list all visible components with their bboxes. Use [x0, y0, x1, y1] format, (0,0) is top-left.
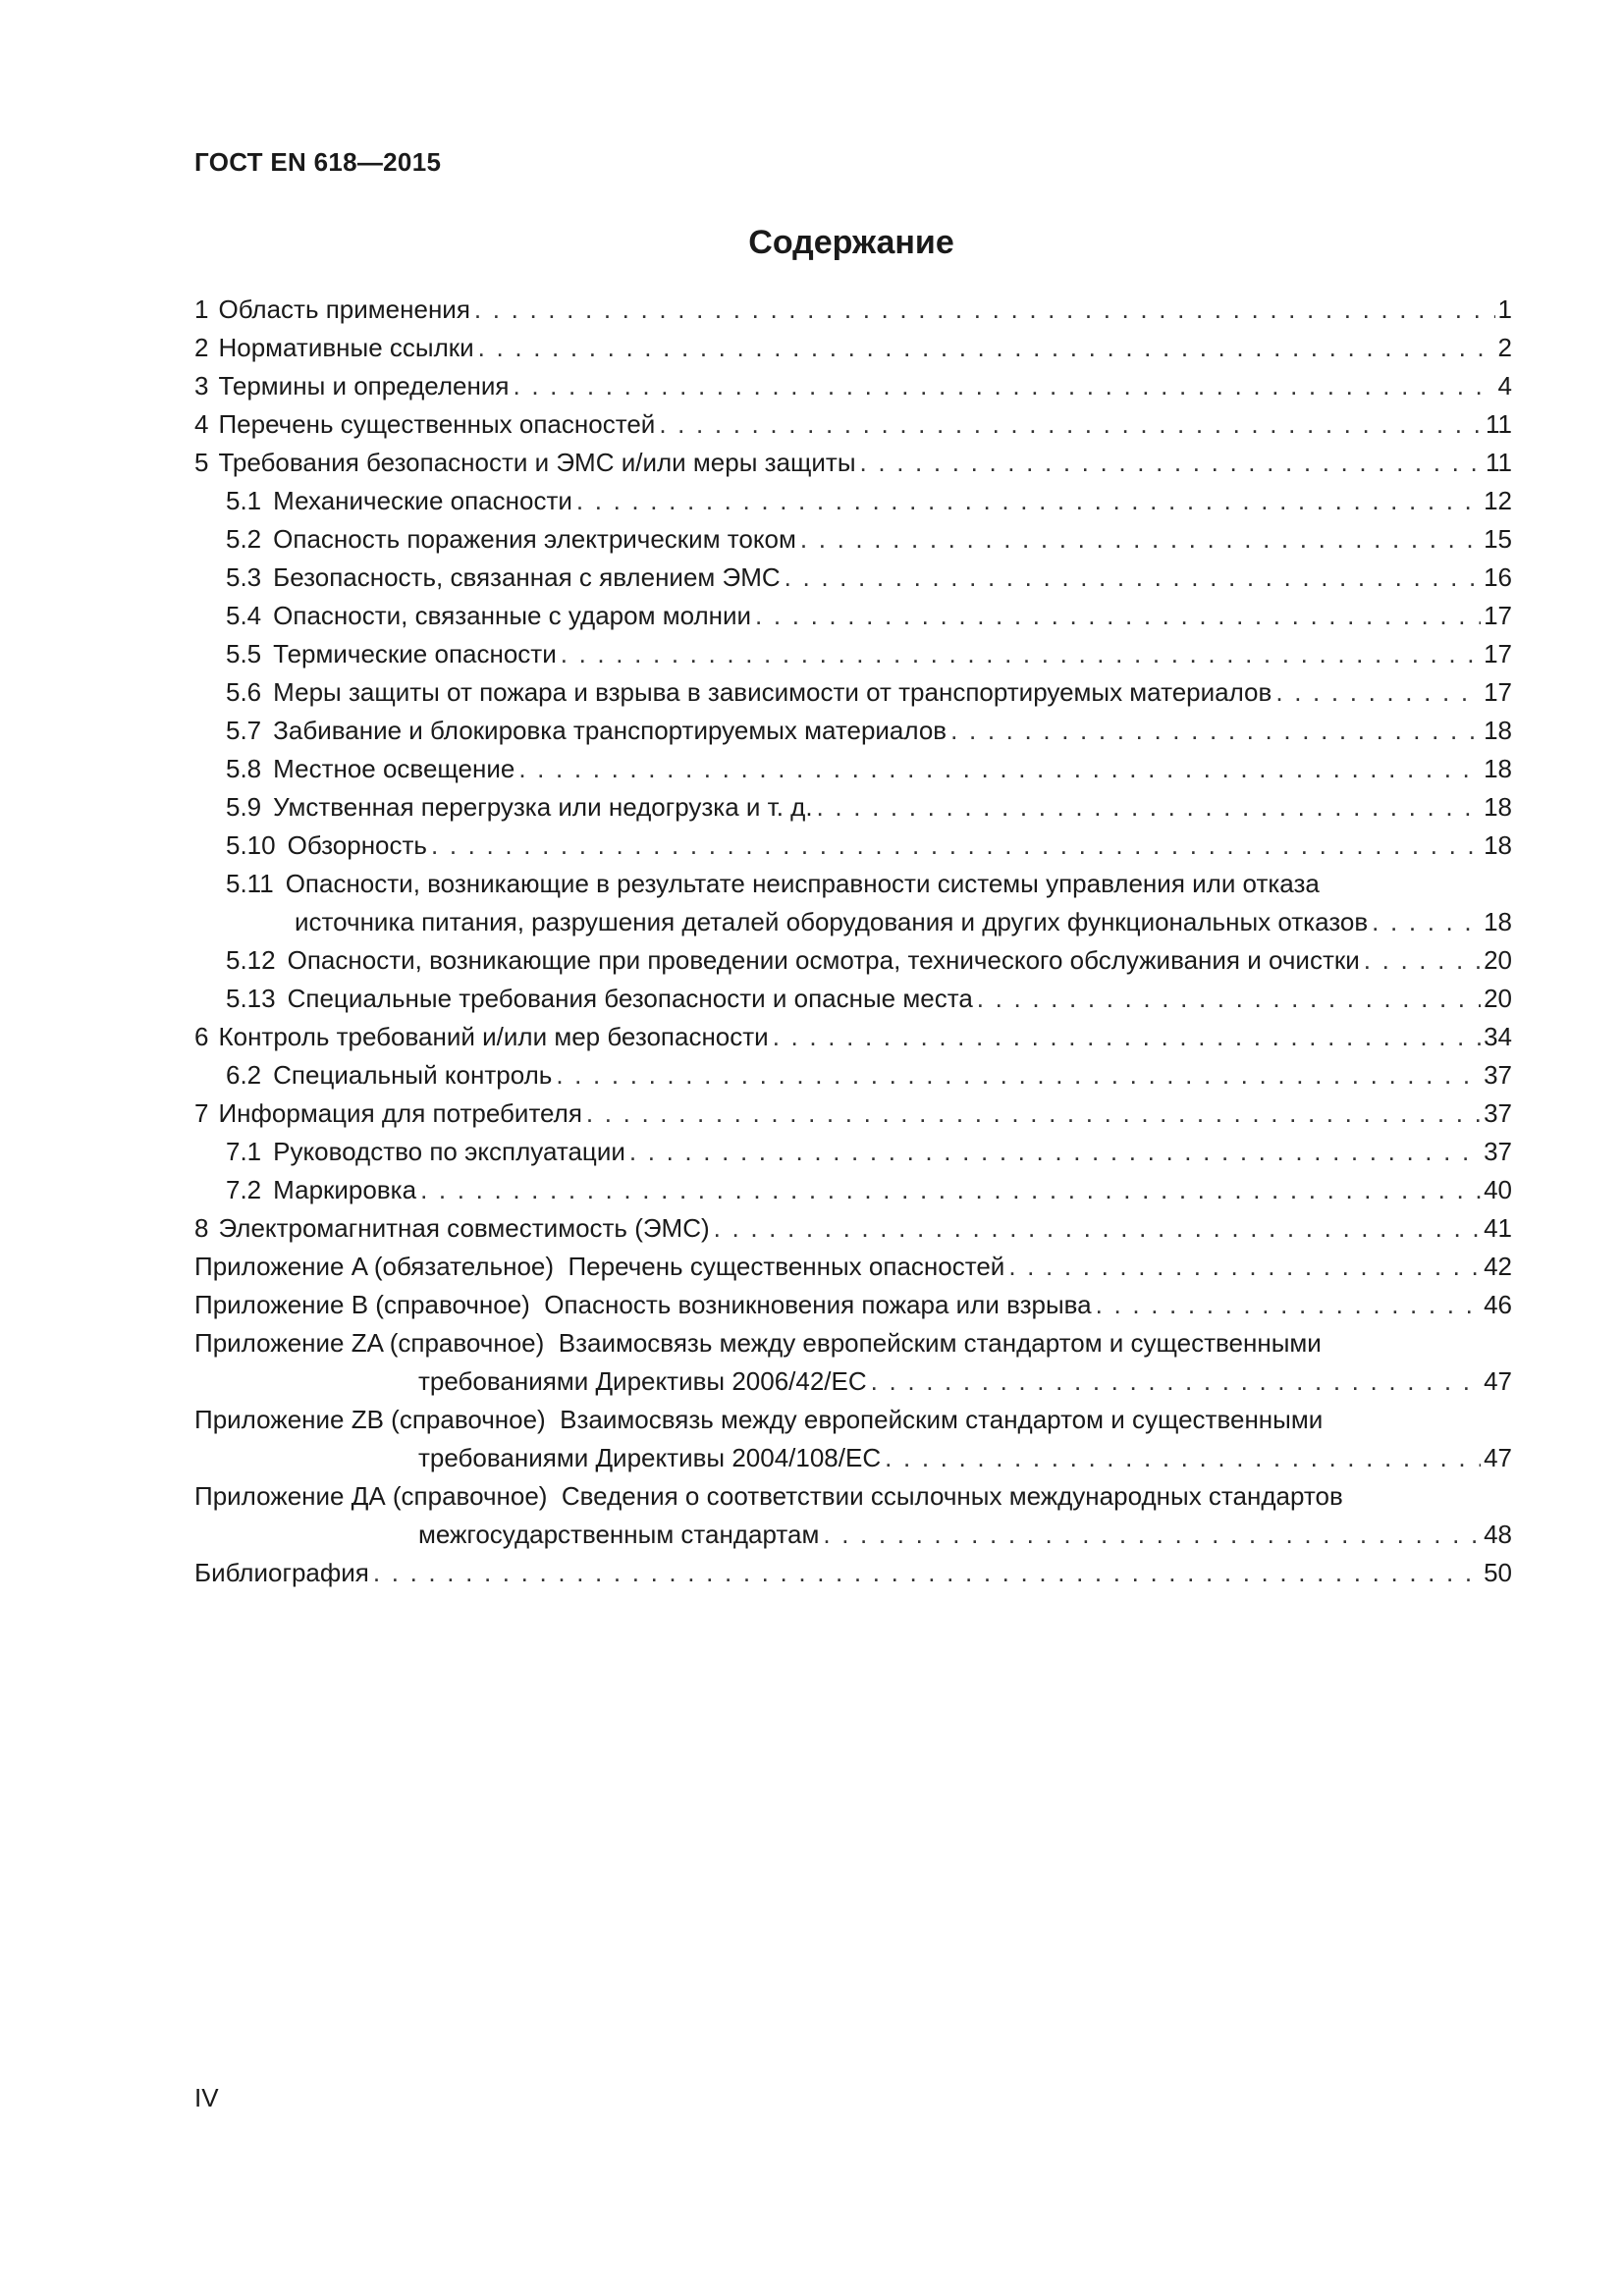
toc-page: 41 — [1484, 1213, 1512, 1243]
toc-page: 17 — [1484, 677, 1512, 707]
toc-label: источника питания, разрушения деталей оборудования и других функциональных отказов — [295, 907, 1369, 936]
toc-page: 17 — [1484, 601, 1512, 630]
toc-page: 18 — [1484, 716, 1512, 745]
toc-label: Меры защиты от пожара и взрыва в зависимости от транспортируемых материалов — [273, 677, 1272, 707]
toc-page: 16 — [1484, 562, 1512, 592]
toc-entry-6-2[interactable] — [194, 1056, 1512, 1095]
toc-label: Приложение B (справочное) Опасность возникновения пожара или взрыва — [194, 1290, 1092, 1319]
toc-entry-annex-za[interactable] — [194, 1324, 1512, 1362]
dot-leader — [1008, 1248, 1481, 1286]
toc-number: 5.11 — [226, 869, 274, 898]
dot-leader — [1275, 673, 1481, 712]
toc-entry-3[interactable] — [194, 367, 1512, 405]
toc-label: Безопасность, связанная с явлением ЭМС — [273, 562, 781, 592]
toc-label: Термические опасности — [273, 639, 557, 668]
toc-entry-5-11-continued[interactable] — [194, 903, 1512, 941]
toc-page: 12 — [1484, 486, 1512, 515]
toc-number: 5.13 — [226, 984, 276, 1013]
toc-label: Информация для потребителя — [218, 1098, 582, 1128]
toc-label: Область применения — [218, 294, 470, 324]
toc-page: 18 — [1484, 754, 1512, 783]
toc-label: Умственная перегрузка или недогрузка и т. д. — [273, 792, 813, 822]
toc-entry-1[interactable] — [194, 291, 1512, 329]
toc-number: 6 — [194, 1022, 209, 1051]
toc-number: 5.7 — [226, 716, 262, 745]
dot-leader — [871, 1362, 1481, 1401]
dot-leader — [785, 559, 1481, 597]
toc-number: 5.12 — [226, 945, 276, 975]
toc-page: 17 — [1484, 639, 1512, 668]
dot-leader — [586, 1095, 1481, 1133]
toc-page: 37 — [1484, 1060, 1512, 1090]
dot-leader — [755, 597, 1481, 635]
dot-leader — [773, 1018, 1481, 1056]
dot-leader — [823, 1516, 1481, 1554]
toc-page: 2 — [1497, 333, 1512, 362]
toc-entry-5-1[interactable] — [194, 482, 1512, 520]
toc-label: Специальный контроль — [273, 1060, 553, 1090]
toc-label: Опасности, возникающие при проведении осмотра, технического обслуживания и очистки — [287, 945, 1360, 975]
toc-entry-5[interactable] — [194, 444, 1512, 482]
toc-entry-7[interactable] — [194, 1095, 1512, 1133]
toc-entry-annex-za-continued[interactable] — [194, 1362, 1512, 1401]
toc-number: 7 — [194, 1098, 209, 1128]
dot-leader — [629, 1133, 1481, 1171]
toc-label: Электромагнитная совместимость (ЭМС) — [218, 1213, 710, 1243]
dot-leader — [714, 1209, 1481, 1248]
toc-label: Приложение ДА (справочное) Сведения о соответствии ссылочных международных стандартов — [194, 1481, 1343, 1511]
toc-entry-annex-a[interactable] — [194, 1248, 1512, 1286]
dot-leader — [518, 750, 1481, 788]
toc-entry-5-7[interactable] — [194, 712, 1512, 750]
toc-label: Обзорность — [287, 830, 427, 860]
dot-leader — [474, 291, 1495, 329]
toc-number: 4 — [194, 409, 209, 439]
toc-entry-5-12[interactable] — [194, 941, 1512, 980]
dot-leader — [561, 635, 1481, 673]
toc-page: 47 — [1484, 1443, 1512, 1472]
toc-label: Нормативные ссылки — [218, 333, 474, 362]
dot-leader — [1096, 1286, 1481, 1324]
toc-number: 7.2 — [226, 1175, 262, 1204]
dot-leader — [977, 980, 1481, 1018]
toc-label: требованиями Директивы 2006/42/EC — [418, 1366, 867, 1396]
toc-page: 18 — [1484, 792, 1512, 822]
toc-page: 20 — [1484, 945, 1512, 975]
toc-entry-5-5[interactable] — [194, 635, 1512, 673]
toc-page: 46 — [1484, 1290, 1512, 1319]
toc-entry-annex-b[interactable] — [194, 1286, 1512, 1324]
toc-entry-5-3[interactable] — [194, 559, 1512, 597]
dot-leader — [478, 329, 1495, 367]
toc-number: 3 — [194, 371, 209, 400]
toc-entry-7-2[interactable] — [194, 1171, 1512, 1209]
toc-label: Термины и определения — [218, 371, 510, 400]
table-of-contents — [194, 291, 1512, 1592]
toc-entry-5-6[interactable] — [194, 673, 1512, 712]
dot-leader — [860, 444, 1483, 482]
page-title: Содержание — [748, 224, 954, 261]
dot-leader — [885, 1439, 1481, 1477]
toc-page: 37 — [1484, 1098, 1512, 1128]
toc-page: 18 — [1484, 830, 1512, 860]
toc-label: Маркировка — [273, 1175, 417, 1204]
toc-number: 8 — [194, 1213, 209, 1243]
toc-label: Перечень существенных опасностей — [218, 409, 656, 439]
toc-number: 2 — [194, 333, 209, 362]
toc-page: 11 — [1486, 448, 1512, 477]
toc-number: 5.5 — [226, 639, 262, 668]
toc-label: Приложение A (обязательное) Перечень существенных опасностей — [194, 1252, 1005, 1281]
toc-number: 5.8 — [226, 754, 262, 783]
toc-label: Руководство по эксплуатации — [273, 1137, 625, 1166]
toc-page: 1 — [1497, 294, 1512, 324]
dot-leader — [431, 827, 1481, 865]
toc-label: требованиями Директивы 2004/108/EC — [418, 1443, 882, 1472]
toc-entry-annex-zb[interactable] — [194, 1401, 1512, 1439]
toc-number: 5.3 — [226, 562, 262, 592]
toc-label: Приложение ZA (справочное) Взаимосвязь между европейским стандартом и существенными — [194, 1328, 1322, 1358]
toc-entry-annex-da[interactable] — [194, 1477, 1512, 1516]
toc-entry-5-8[interactable] — [194, 750, 1512, 788]
toc-page: 4 — [1497, 371, 1512, 400]
toc-page: 15 — [1484, 524, 1512, 554]
toc-label: межгосударственным стандартам — [418, 1520, 820, 1549]
toc-number: 1 — [194, 294, 209, 324]
dot-leader — [1372, 903, 1481, 941]
toc-page: 50 — [1484, 1558, 1512, 1587]
toc-page: 11 — [1486, 409, 1512, 439]
dot-leader — [817, 788, 1482, 827]
toc-number: 5.9 — [226, 792, 262, 822]
dot-leader — [950, 712, 1481, 750]
toc-number: 7.1 — [226, 1137, 262, 1166]
toc-entry-5-10[interactable] — [194, 827, 1512, 865]
toc-entry-annex-da-continued[interactable] — [194, 1516, 1512, 1554]
toc-label: Опасность поражения электрическим током — [273, 524, 796, 554]
toc-page: 40 — [1484, 1175, 1512, 1204]
toc-number: 5 — [194, 448, 209, 477]
toc-label: Опасности, возникающие в результате неисправности системы управления или отказа — [285, 869, 1320, 898]
toc-number: 5.2 — [226, 524, 262, 554]
toc-label: Опасности, связанные с ударом молнии — [273, 601, 752, 630]
toc-entry-6[interactable] — [194, 1018, 1512, 1056]
toc-page: 20 — [1484, 984, 1512, 1013]
toc-number: 5.4 — [226, 601, 262, 630]
toc-entry-5-2[interactable] — [194, 520, 1512, 559]
toc-number: 5.10 — [226, 830, 276, 860]
toc-entry-5-11[interactable] — [194, 865, 1512, 903]
toc-label: Требования безопасности и ЭМС и/или меры защиты — [218, 448, 856, 477]
dot-leader — [800, 520, 1481, 559]
dot-leader — [420, 1171, 1481, 1209]
toc-entry-8[interactable] — [194, 1209, 1512, 1248]
dot-leader — [373, 1554, 1481, 1592]
toc-label: Специальные требования безопасности и опасные места — [287, 984, 973, 1013]
toc-page: 42 — [1484, 1252, 1512, 1281]
dot-leader — [556, 1056, 1481, 1095]
document-id: ГОСТ EN 618—2015 — [194, 147, 442, 177]
toc-entry-annex-zb-continued[interactable] — [194, 1439, 1512, 1477]
toc-number: 6.2 — [226, 1060, 262, 1090]
toc-number: 5.6 — [226, 677, 262, 707]
dot-leader — [659, 405, 1483, 444]
toc-label: Забивание и блокировка транспортируемых материалов — [273, 716, 947, 745]
toc-label: Приложение ZB (справочное) Взаимосвязь между европейским стандартом и существенными — [194, 1405, 1324, 1434]
toc-entry-2[interactable] — [194, 329, 1512, 367]
toc-page: 48 — [1484, 1520, 1512, 1549]
toc-label: Механические опасности — [273, 486, 572, 515]
toc-page: 47 — [1484, 1366, 1512, 1396]
toc-page: 18 — [1484, 907, 1512, 936]
toc-label: Библиография — [194, 1558, 369, 1587]
toc-page: 34 — [1484, 1022, 1512, 1051]
toc-label: Контроль требований и/или мер безопасности — [218, 1022, 769, 1051]
dot-leader — [1364, 941, 1481, 980]
dot-leader — [513, 367, 1494, 405]
toc-label: Местное освещение — [273, 754, 515, 783]
toc-entry-bibliography[interactable] — [194, 1554, 1512, 1592]
toc-entry-5-9[interactable] — [194, 788, 1512, 827]
toc-entry-7-1[interactable] — [194, 1133, 1512, 1171]
dot-leader — [576, 482, 1481, 520]
toc-entry-5-13[interactable] — [194, 980, 1512, 1018]
toc-entry-5-4[interactable] — [194, 597, 1512, 635]
toc-entry-4[interactable] — [194, 405, 1512, 444]
toc-number: 5.1 — [226, 486, 262, 515]
page-number: IV — [194, 2083, 219, 2112]
toc-page: 37 — [1484, 1137, 1512, 1166]
